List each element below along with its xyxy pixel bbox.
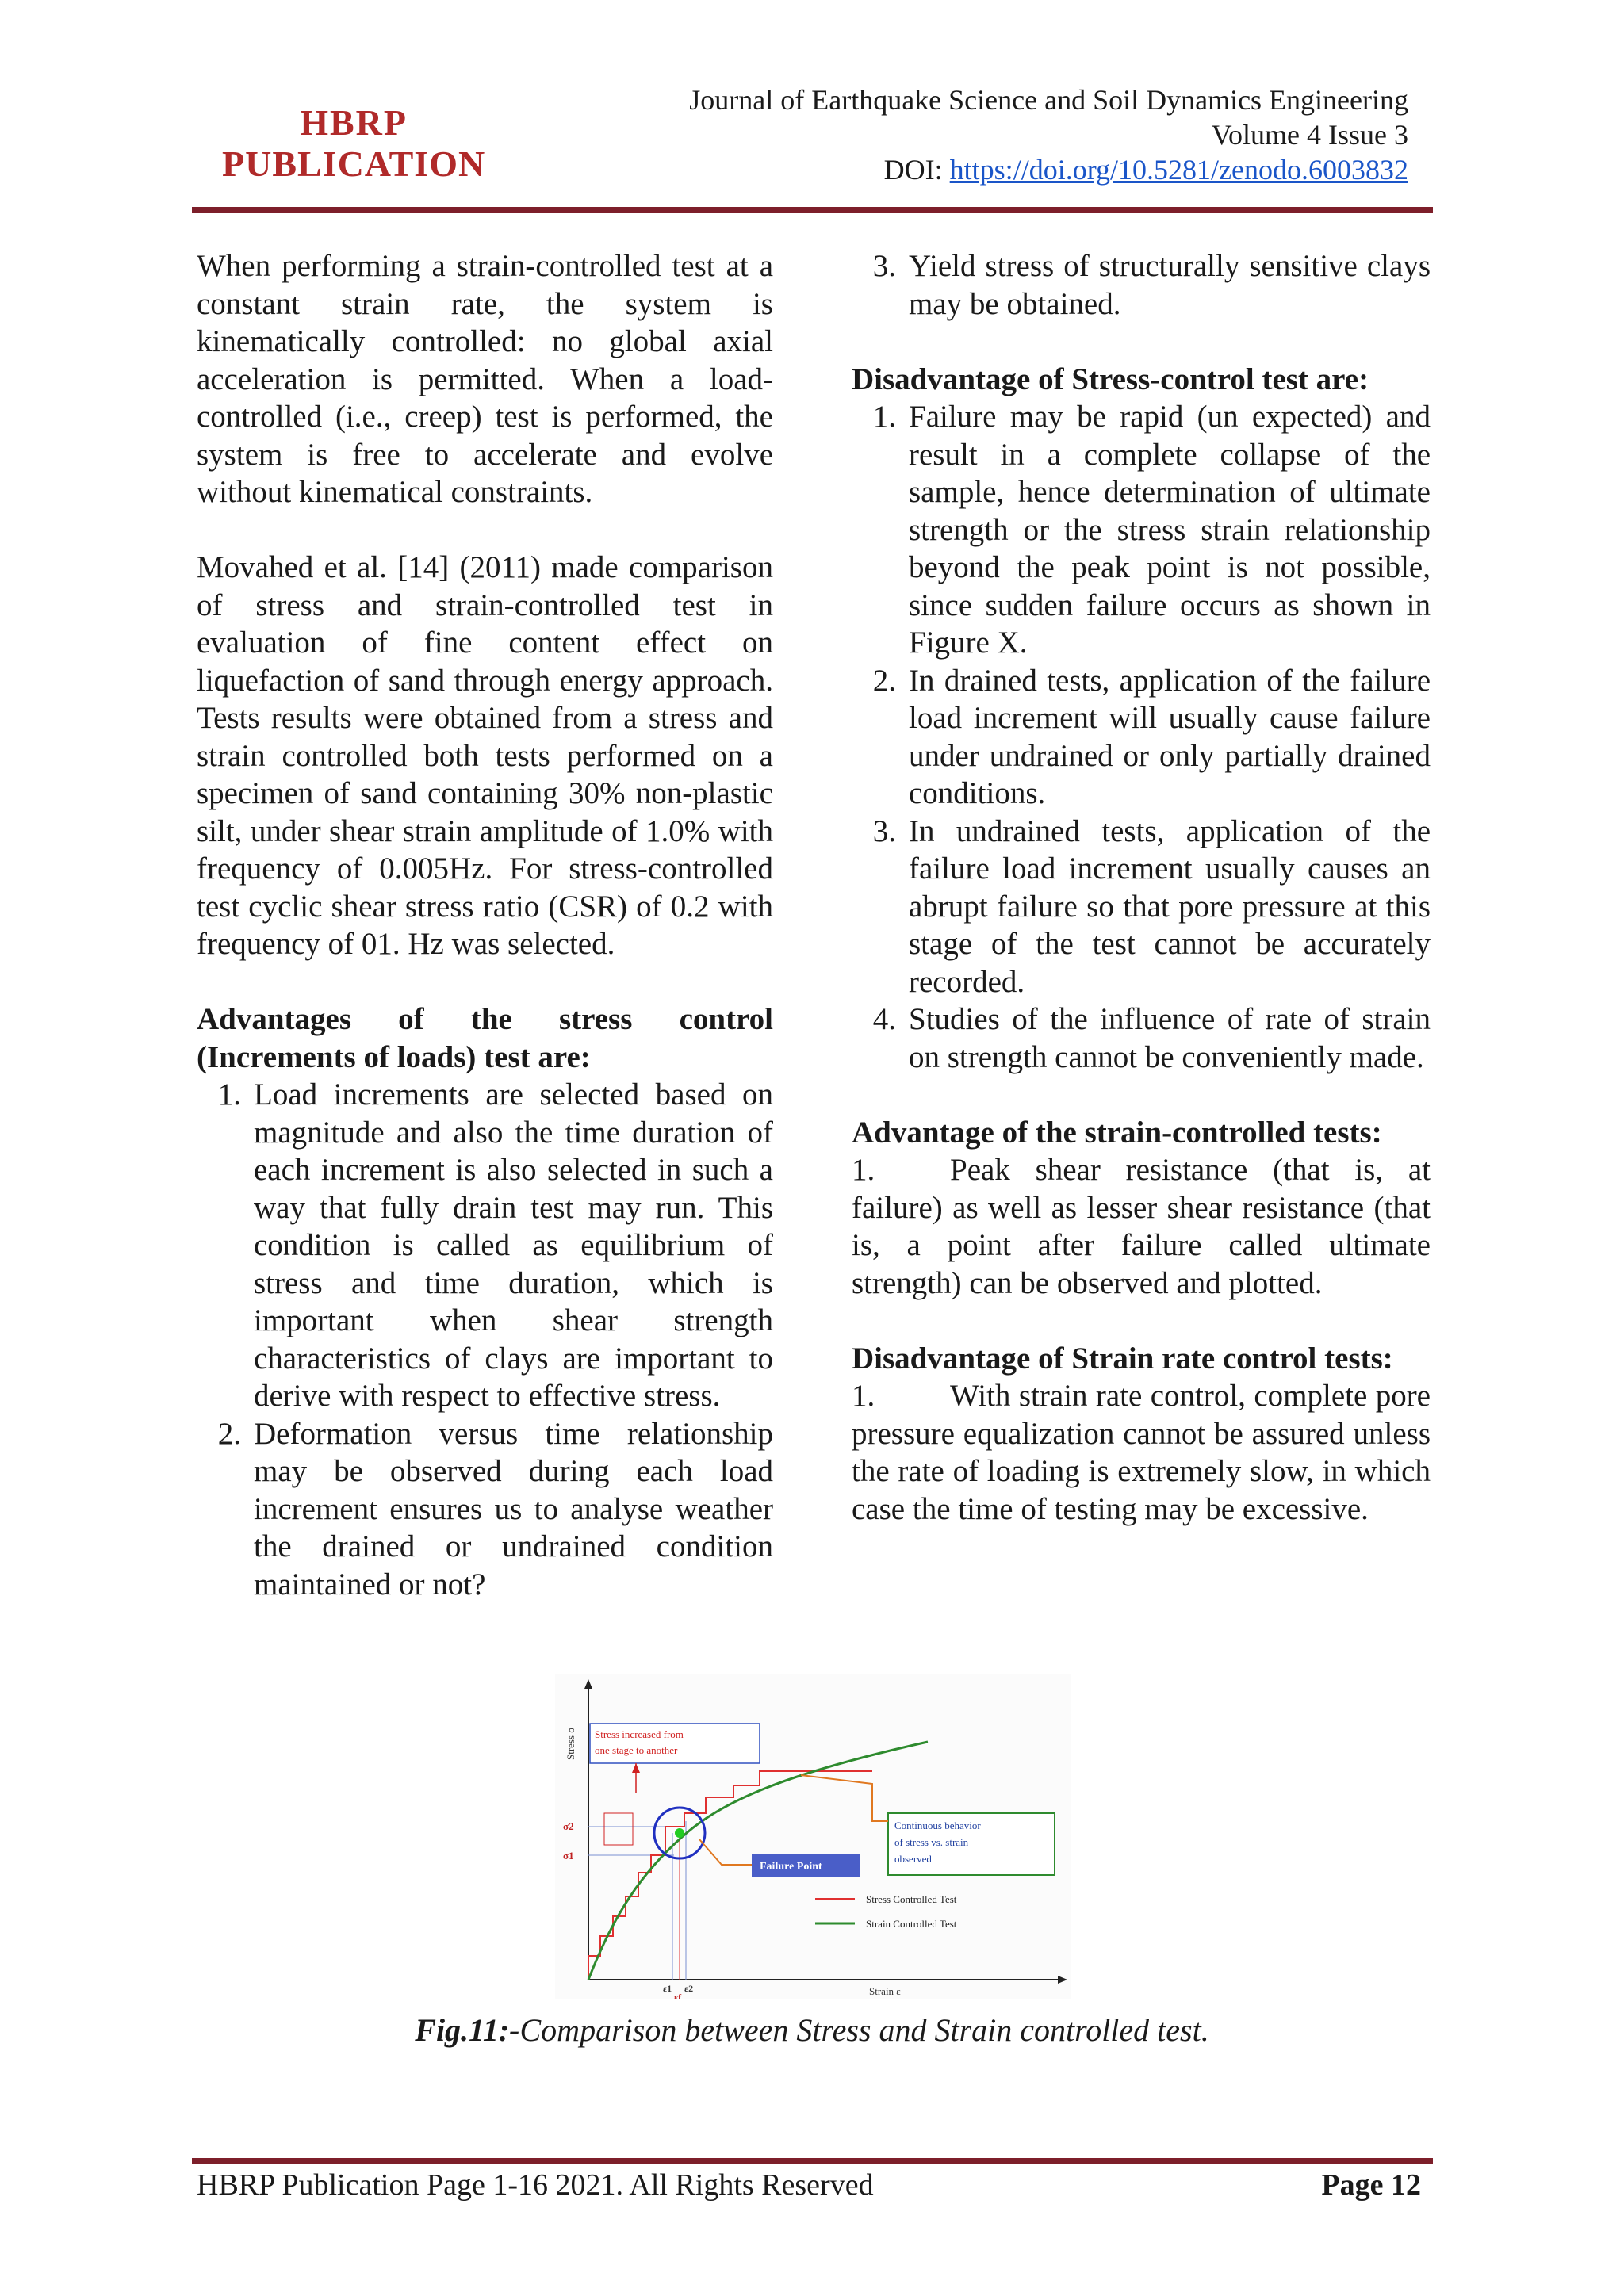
journal-volume: Volume 4 Issue 3 — [1211, 119, 1408, 151]
journal-header — [689, 82, 1408, 187]
paragraph-strain-advantage — [852, 1151, 1431, 1302]
epsf-label: εf — [674, 1992, 682, 1999]
heading-stress-disadvantages: Disadvantage of Stress-control test are: — [852, 362, 1369, 396]
page-number: Page 12 — [1321, 2168, 1421, 2202]
annotation-stress-line2: one stage to another — [595, 1744, 678, 1756]
list-number: 1. — [217, 1077, 241, 1112]
annotation-strain-line1: Continuous behavior — [894, 1820, 981, 1831]
logo-line2: PUBLICATION — [222, 144, 486, 184]
figure-caption — [0, 2011, 1624, 2049]
legend-strain-label: Strain Controlled Test — [866, 1918, 957, 1930]
list-text: Failure may be rapid (un expected) and result in a complete collapse of the sample, hence determination of ultimate strength or the stress strain relationship beyond the peak point is not possible, since sudden failure occurs as shown in Figure X. — [909, 400, 1431, 660]
list-number: 1. — [872, 400, 896, 434]
list-number: 3. — [872, 813, 896, 848]
list-number: 3. — [872, 249, 896, 283]
list-item — [197, 1076, 773, 1415]
journal-title: Journal of Earthquake Science and Soil Dynamics Engineering — [689, 84, 1408, 116]
list-item — [852, 813, 1431, 1001]
doi-label: DOI: — [883, 154, 950, 186]
journal-doi — [689, 152, 1408, 187]
heading-stress-advantages: Advantages of the stress control (Increments of loads) test are: — [197, 1002, 773, 1074]
list-text: Load increments are selected based on magnitude and also the time duration of each increment is also selected in such a way that fully drain test may run. This condition is called as equilibrium of stress and time duration, which is important when shear strength characteristics of clays are important to derive with respect to effective stress. — [254, 1077, 773, 1413]
item-number: 1. — [852, 1153, 875, 1187]
list-number: 2. — [872, 663, 896, 698]
caption-text: Comparison between Stress and Strain controlled test. — [519, 2012, 1209, 2048]
list-item — [852, 1001, 1431, 1076]
paragraph-strain-disadvantage — [852, 1377, 1431, 1528]
legend-stress-label: Stress Controlled Test — [866, 1893, 957, 1905]
list-item — [852, 662, 1431, 813]
sigma2-label: σ2 — [563, 1820, 574, 1832]
list-item — [852, 398, 1431, 662]
list-text: In undrained tests, application of the failure load increment usually causes an abrupt failure so that pore pressure at this stage of the test cannot be accurately recorded. — [909, 813, 1431, 999]
list-text: Studies of the influence of rate of strain on strength cannot be conveniently made. — [909, 1002, 1431, 1074]
list-item — [852, 247, 1431, 323]
header-rule — [192, 207, 1433, 213]
heading-strain-advantages: Advantage of the strain-controlled tests: — [852, 1115, 1382, 1150]
failure-label: Failure Point — [760, 1861, 822, 1873]
publisher-logo — [222, 102, 486, 184]
annotation-strain-line3: observed — [894, 1853, 932, 1865]
logo-line1: HBRP — [300, 102, 408, 143]
list-text: Yield stress of structurally sensitive clays may be obtained. — [909, 249, 1431, 321]
list-number: 2. — [217, 1416, 241, 1451]
item-text: With strain rate control, complete pore pressure equalization cannot be assured unless the rate of loading is extremely slow, in which case the time of testing may be excessive. — [852, 1379, 1431, 1526]
annotation-stress-line1: Stress increased from — [595, 1728, 684, 1740]
item-text: Peak shear resistance (that is, at failure) as well as lesser shear resistance (that is, a point after failure called ultimate strength) can be observed and plotted. — [852, 1153, 1431, 1300]
x-axis-label: Strain ε — [869, 1985, 901, 1997]
right-column — [852, 247, 1431, 1528]
y-axis-label: Stress σ — [565, 1727, 576, 1760]
comparison-figure — [555, 1674, 1071, 1999]
sigma1-label: σ1 — [563, 1850, 574, 1862]
footer-copyright: HBRP Publication Page 1-16 2021. All Rights Reserved — [197, 2168, 874, 2202]
paragraph-strain-control: When performing a strain-controlled test at a constant strain rate, the system is kinematically controlled: no global axial acceleration is permitted. When a load-controlled (i.e., creep) test is performed, the system is free to accelerate and evolve without kinematical constraints. — [197, 249, 773, 509]
footer-rule — [192, 2158, 1433, 2164]
annotation-strain-line2: of stress vs. strain — [894, 1836, 969, 1848]
heading-strain-disadvantages: Disadvantage of Strain rate control tests: — [852, 1341, 1393, 1376]
list-number: 4. — [872, 1002, 896, 1036]
paragraph-movahed: Movahed et al. [14] (2011) made comparison of stress and strain-controlled test in evaluation of fine content effect on liquefaction of sand through energy approach. Tests results were obtained from a stress and strain controlled both tests performed on a specimen of sand containing 30% non-plastic silt, under shear strain amplitude of 1.0% with frequency of 0.005Hz. For stress-controlled test cyclic shear stress ratio (CSR) of 0.2 with frequency of 01. Hz was selected. — [197, 550, 773, 961]
eps1-label: ε1 — [663, 1983, 672, 1994]
list-text: In drained tests, application of the failure load increment will usually cause failure under undrained or only partially drained conditions. — [909, 663, 1431, 810]
doi-link[interactable]: https://doi.org/10.5281/zenodo.6003832 — [949, 154, 1408, 186]
item-number: 1. — [852, 1379, 875, 1413]
list-item — [197, 1415, 773, 1604]
failure-point-marker — [675, 1828, 684, 1838]
list-text: Deformation versus time relationship may be observed during each load increment ensures us to analyse weather the drained or undrained condition maintained or not? — [254, 1416, 773, 1601]
caption-label: Fig.11:- — [415, 2012, 520, 2048]
eps2-label: ε2 — [684, 1983, 694, 1994]
left-column — [197, 247, 773, 1603]
